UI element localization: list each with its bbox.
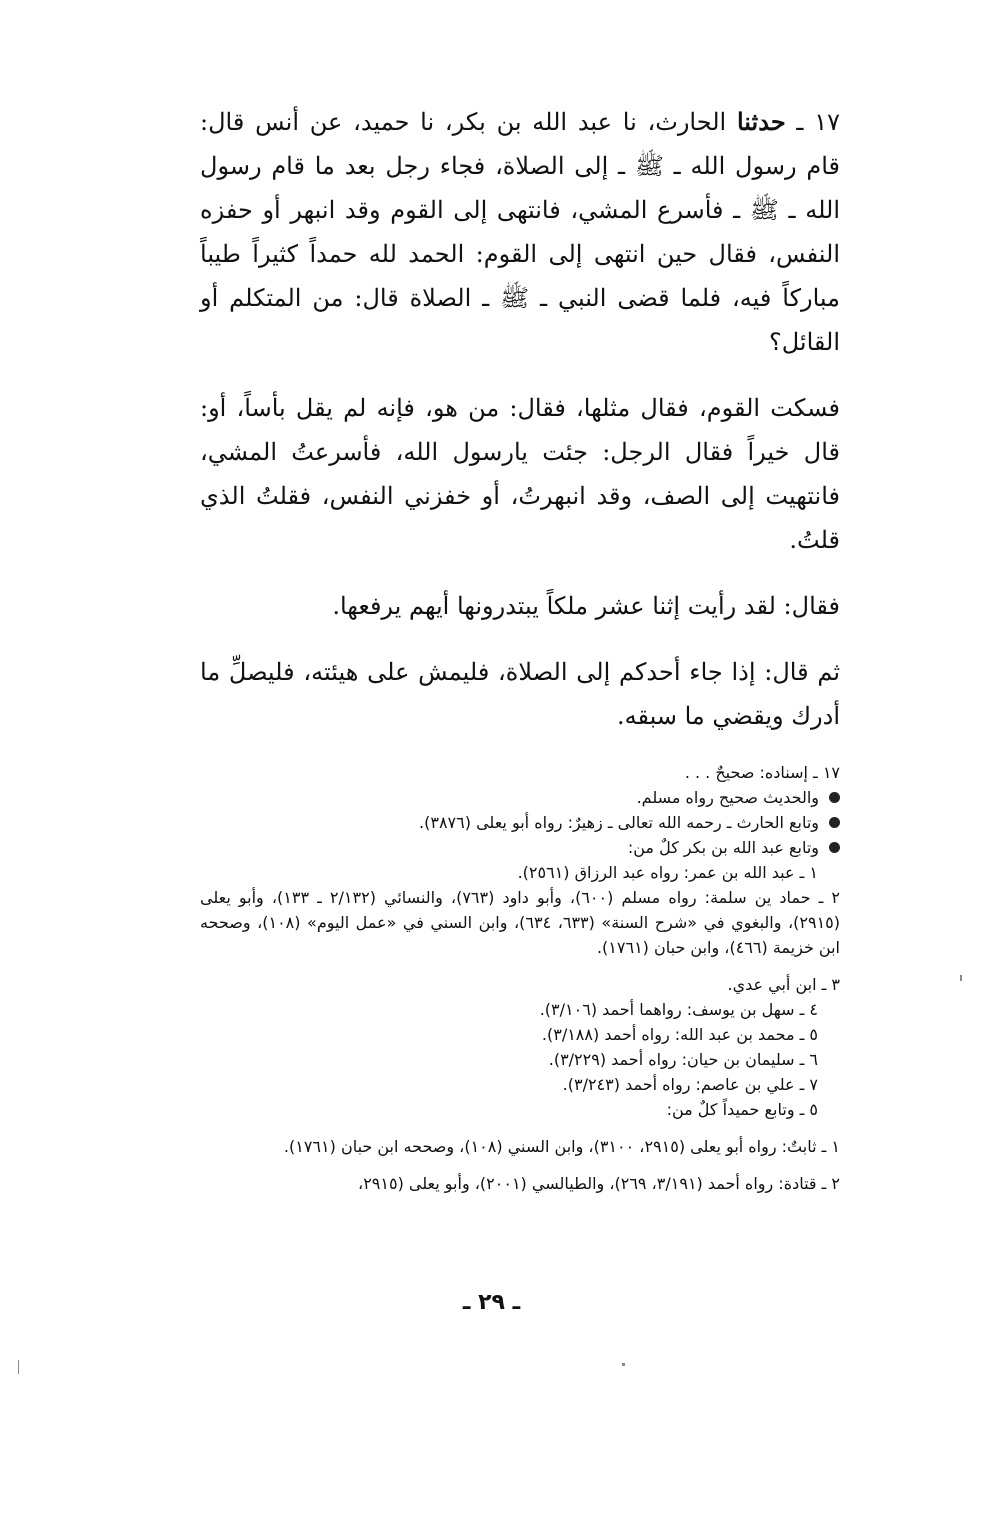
footnote-bullet-text: وتابع عبد الله بن بكر كلٌ من: [627, 838, 819, 857]
footnote-sub-3: ٣ ـ ابن أبي عدي. [727, 975, 840, 994]
hadith-paragraph-3: فقال: لقد رأيت إثنا عشر ملكاً يبتدرونها أيهم يرفعها. [332, 592, 840, 620]
hadith-paragraph-4: ثم قال: إذا جاء أحدكم إلى الصلاة، فليمش على هيئته، فليصلِّ ما أدرك ويقضي ما سبقه. [200, 658, 840, 730]
scan-speck [622, 1363, 625, 1366]
main-text [200, 100, 840, 738]
footnote-sub-2: ٢ ـ حماد ين سلمة: رواه مسلم (٦٠٠)، وأبو داود (٧٦٣)، والنسائي (٢/١٣٢ ـ ١٣٣)، وأبو يعلى (٢٩١٥)، والبغوي في «شرح السنة» (٦٣٣، ٦٣٤)، وابن السني في «عمل اليوم» (١٠٨)، وصححه ابن خزيمة (٤٦٦)، وابن حبان (١٧٦١). [200, 888, 841, 957]
footnote-bullet-2 [200, 810, 840, 835]
hadith-text: الحارث، نا عبد الله بن بكر، نا حميد، عن أنس قال: قام رسول الله ـ ﷺ ـ إلى الصلاة، فجاء رجل بعد ما قام رسول الله ـ ﷺ ـ فأسرع المشي، فانتهى إلى القوم وقد انبهر أو حفزه النفس، فقال حين انتهى إلى القوم: الحمد لله حمداً كثيراً طيباً مباركاً فيه، فلما قضى النبي ـ ﷺ ـ الصلاة قال: من المتكلم أو القائل؟ [200, 108, 840, 356]
page-number: ـ ٢٩ ـ [462, 1290, 521, 1315]
footnote-third-2: ٢ ـ قتادة: رواه أحمد (٣/١٩١، ٢٦٩)، والطيالسي (٢٠٠١)، وأبو يعلى (٢٩١٥، [358, 1174, 840, 1193]
bullet-dot-icon [829, 792, 840, 803]
footnote-sub-7: ٧ ـ علي بن عاصم: رواه أحمد (٣/٢٤٣). [562, 1075, 818, 1094]
hadith-paragraph-1 [200, 100, 840, 364]
footnote-sub-6: ٦ ـ سليمان بن حيان: رواه أحمد (٣/٢٢٩). [548, 1050, 818, 1069]
footnote-sub-8: ٥ ـ وتابع حميداً كلٌ من: [666, 1100, 818, 1119]
footnote-third-1: ١ ـ ثابتٌ: رواه أبو يعلى (٢٩١٥، ٣١٠٠)، وابن السني (١٠٨)، وصححه ابن حبان (١٧٦١). [283, 1137, 840, 1156]
bullet-dot-icon [829, 842, 840, 853]
page-content [200, 100, 840, 1196]
footnote-bullet-text: وتابع الحارث ـ رحمه الله تعالى ـ زهيرٌ: رواه أبو يعلى (٣٨٧٦). [419, 813, 819, 832]
footnote-bullet-1 [200, 785, 840, 810]
footnote-isnad: ١٧ ـ إسناده: صحيحٌ . . . [684, 763, 840, 782]
hadith-number: ١٧ ـ [796, 108, 840, 136]
hadith-opening-word: حدثنا [736, 107, 786, 136]
hadith-paragraph-2: فسكت القوم، فقال مثلها، فقال: من هو، فإنه لم يقل بأساً، أو: قال خيراً فقال الرجل: جئت يارسول الله، فأسرعتُ المشي، فانتهيت إلى الصف، وقد انبهرتُ، أو خفزني النفس، فقلتُ الذي قلتُ. [200, 394, 841, 554]
footnote-sub-4: ٤ ـ سهل بن يوسف: رواهما أحمد (٣/١٠٦). [539, 1000, 818, 1019]
footnote-sub-1: ١ ـ عبد الله بن عمر: رواه عبد الرزاق (٢٥٦١). [517, 863, 818, 882]
footnote-sub-5: ٥ ـ محمد بن عبد الله: رواه أحمد (٣/١٨٨). [541, 1025, 818, 1044]
bullet-dot-icon [829, 817, 840, 828]
scan-speck [18, 1360, 19, 1374]
footnotes [200, 760, 840, 1196]
footnote-bullet-text: والحديث صحيح رواه مسلم. [636, 788, 819, 807]
scan-speck [960, 975, 962, 981]
footnote-bullet-3 [200, 835, 840, 860]
